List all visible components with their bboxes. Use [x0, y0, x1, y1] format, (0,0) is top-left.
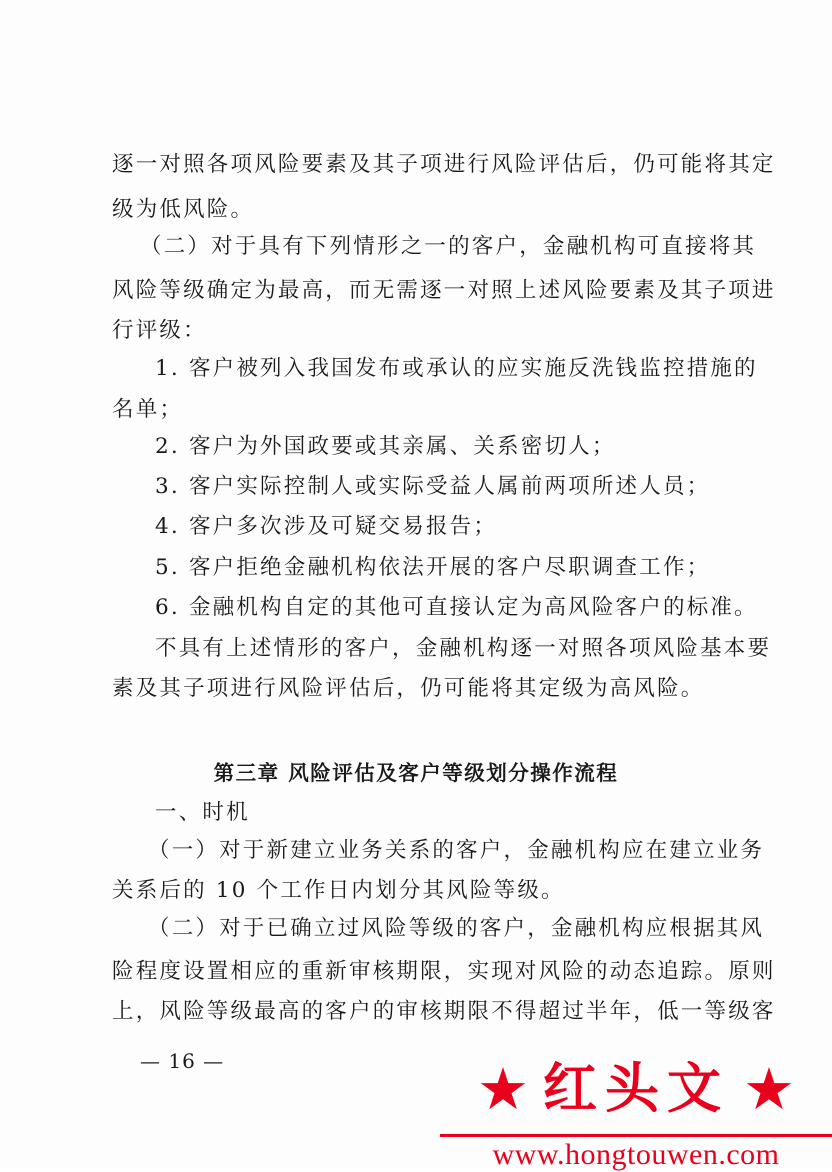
paragraph-line: 关系后的 10 个工作日内划分其风险等级。 — [112, 878, 565, 903]
paragraph-line: 险程度设置相应的重新审核期限，实现对风险的动态追踪。原则 — [112, 959, 776, 984]
watermark-url[interactable]: www.hongtouwen.com — [492, 1138, 780, 1171]
paragraph-line: 不具有上述情形的客户，金融机构逐一对照各项风险基本要 — [155, 636, 772, 661]
section-heading: 一、时机 — [155, 800, 250, 825]
page-number: — 16 — — [140, 1049, 225, 1073]
paragraph-line: （一）对于新建立业务关系的客户，金融机构应在建立业务 — [148, 838, 765, 863]
paragraph-line: 风险等级确定为最高，而无需逐一对照上述风险要素及其子项进 — [112, 278, 776, 303]
paragraph-line: 素及其子项进行风险评估后，仍可能将其定级为高风险。 — [112, 676, 705, 701]
paragraph-line: （二）对于已确立过风险等级的客户，金融机构应根据其风 — [148, 916, 765, 941]
list-item: 3. 客户实际控制人或实际受益人属前两项所述人员； — [155, 474, 711, 499]
paragraph-line: 行评级： — [112, 318, 207, 343]
list-item: 4. 客户多次涉及可疑交易报告； — [155, 514, 498, 539]
list-item: 2. 客户为外国政要或其亲属、关系密切人； — [155, 434, 616, 459]
list-item: 5. 客户拒绝金融机构依法开展的客户尽职调查工作； — [155, 555, 711, 580]
watermark-row — [440, 1054, 832, 1124]
list-item: 6. 金融机构自定的其他可直接认定为高风险客户的标准。 — [155, 595, 758, 620]
paragraph-line: 上，风险等级最高的客户的审核期限不得超过半年，低一等级客 — [112, 999, 776, 1024]
paragraph-line: 逐一对照各项风险要素及其子项进行风险评估后，仍可能将其定 — [112, 152, 776, 177]
star-icon: ★ — [477, 1055, 529, 1123]
watermark-logo — [440, 1038, 832, 1169]
star-icon: ★ — [743, 1055, 795, 1123]
watermark-divider — [440, 1134, 832, 1137]
watermark-text: 红头文 — [543, 1057, 729, 1120]
chapter-heading: 第三章 风险评估及客户等级划分操作流程 — [213, 761, 619, 785]
paragraph-line: 级为低风险。 — [112, 197, 255, 222]
paragraph-line: （二）对于具有下列情形之一的客户，金融机构可直接将其 — [140, 234, 757, 259]
list-item: 1. 客户被列入我国发布或承认的应实施反洗钱监控措施的 — [155, 356, 758, 381]
paragraph-line: 名单； — [112, 397, 184, 422]
